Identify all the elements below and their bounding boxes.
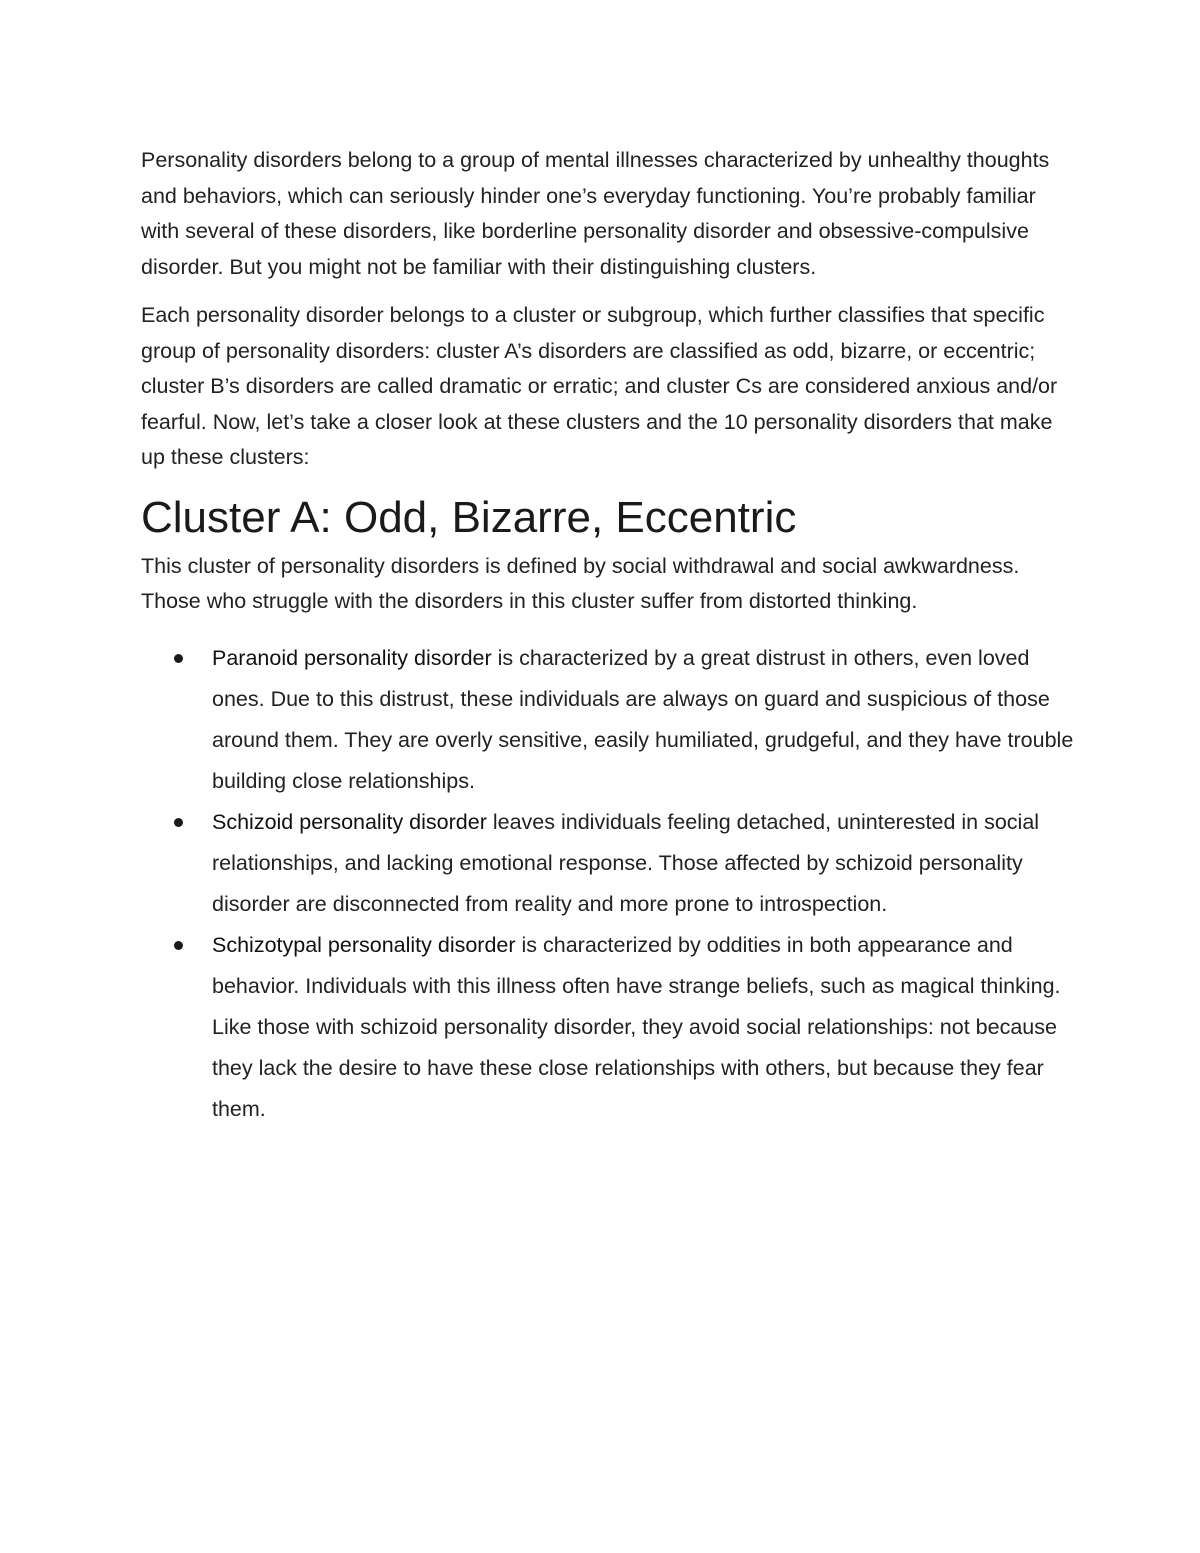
list-item [212, 638, 1076, 802]
document-body [141, 143, 1076, 1130]
disorder-list [141, 638, 1076, 1130]
list-item [212, 802, 1076, 925]
list-item [212, 925, 1076, 1130]
section-heading: Cluster A: Odd, Bizarre, Eccentric [141, 492, 797, 542]
bullet-icon [174, 818, 183, 827]
bullet-icon [174, 941, 183, 950]
list-item-term: Paranoid personality disorder [212, 645, 492, 670]
bullet-icon [174, 654, 183, 663]
section-intro-paragraph: This cluster of personality disorders is defined by social withdrawal and social awkwardness. Those who struggle with the disorders in this cluster suffer from distorted thinking. [141, 553, 1020, 613]
list-item-text: leaves individuals feeling detached, uninterested in social relationships, and lacking emotional response. Those affected by schizoid personality disorder are disconnected from reality and more prone to introspection. [212, 809, 1040, 916]
list-item-text: is characterized by oddities in both appearance and behavior. Individuals with this illness often have strange beliefs, such as magical thinking. Like those with schizoid personality disorder, they avoid social relationships: not because they lack the desire to have these close relationships with others, but because they fear them. [212, 932, 1061, 1121]
list-item-term: Schizoid personality disorder [212, 809, 487, 834]
list-item-text: is characterized by a great distrust in others, even loved ones. Due to this distrust, these individuals are always on guard and suspicious of those around them. They are overly sensitive, easily humiliated, grudgeful, and they have trouble building close relationships. [212, 645, 1074, 793]
intro-paragraph: Personality disorders belong to a group of mental illnesses characterized by unhealthy thoughts and behaviors, which can seriously hinder one’s everyday functioning. You’re probably familiar with several of these disorders, like borderline personality disorder and obsessive-compulsive disorder. But you might not be familiar with their distinguishing clusters. [141, 148, 1050, 279]
list-item-term: Schizotypal personality disorder [212, 932, 516, 957]
clusters-overview-paragraph: Each personality disorder belongs to a cluster or subgroup, which further classifies that specific group of personality disorders: cluster A’s disorders are classified as odd, bizarre, or eccentric; cluster B’s disorders are called dramatic or erratic; and cluster Cs are considered anxious and/or fearful. Now, let’s take a closer look at these clusters and the 10 personality disorders that make up these clusters: [141, 303, 1058, 469]
